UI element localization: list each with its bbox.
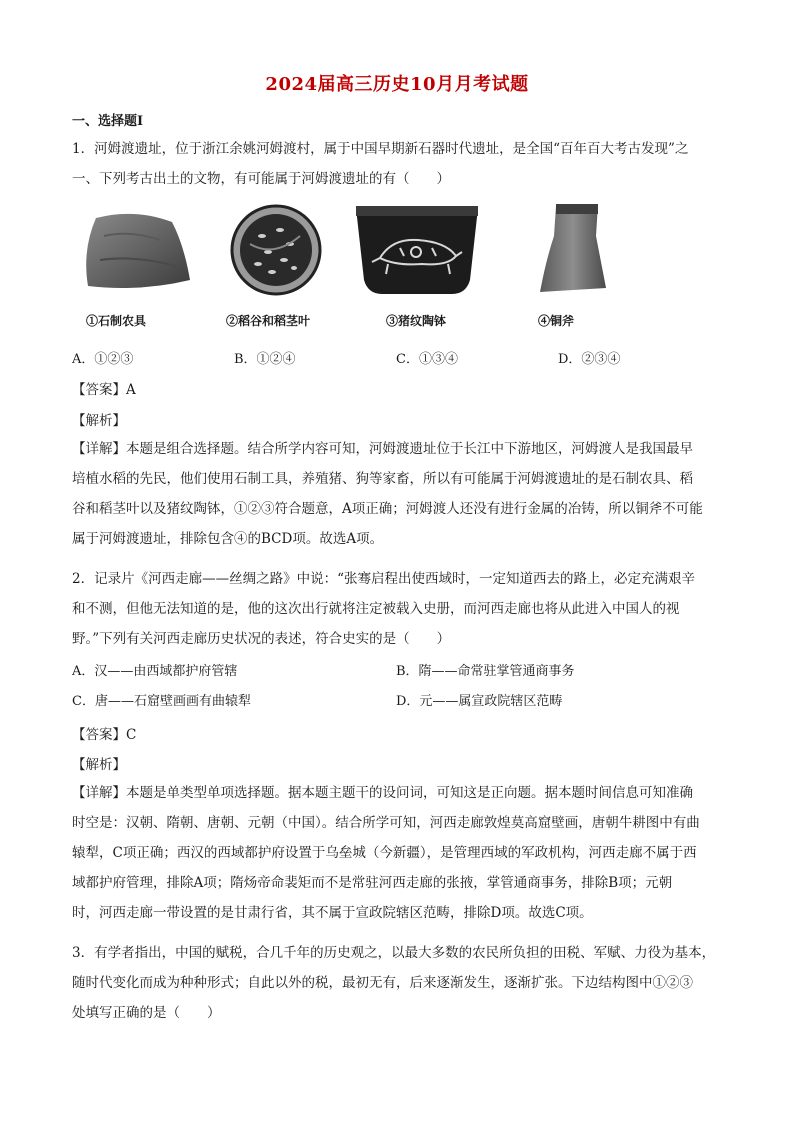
q2-analysis-label: 【解析】 [72,757,126,773]
q1-option-a[interactable]: A．①②③ [72,352,134,367]
caption-pig-pottery: ③猪纹陶钵 [386,314,447,328]
pig-pottery-icon [352,200,482,300]
q3-stem-line: 处填写正确的是（ ） [72,1005,221,1021]
q2-detail-line: 时，河西走廊一带设置的是甘肃行省，其不属于宣政院辖区范畴，排除D项。故选C项。 [72,905,593,921]
q2-detail-line: 【详解】本题是单类型单项选择题。据本题主题干的设问词，可知这是正向题。据本题时间信息可知准确 [72,785,693,801]
q1-detail-line: 【详解】本题是组合选择题。结合所学内容可知，河姆渡遗址位于长江中下游地区，河姆渡人是我国最早 [72,441,693,457]
q2-answer: 【答案】C [72,727,137,743]
q1-detail-line: 培植水稻的先民，他们使用石制工具，养殖猪、狗等家畜，所以有可能属于河姆渡遗址的是石制农具、稻 [72,471,693,487]
q1-analysis-label: 【解析】 [72,413,126,429]
q3-stem-line: 3．有学者指出，中国的赋税，合几千年的历史观之，以最大多数的农民所负担的田税、军赋、力役为基本， [72,945,716,961]
q2-detail-line: 域都护府管理，排除A项；隋炀帝命裴矩而不是常驻河西走廊的张掖，掌管通商事务，排除B项；元朝 [72,875,673,891]
q3-stem-line: 随时代变化而成为种种形式；自此以外的税，最初无有，后来逐渐发生，逐渐扩张。下边结构图中①②③ [72,975,693,991]
q2-option-d[interactable]: D．元——属宣政院辖区范畴 [396,694,563,709]
q2-stem-line: 和不测，但他无法知道的是，他的这次出行就将注定被载入史册，而河西走廊也将从此进入中国人的视 [72,601,680,617]
artifact-pig-pottery [352,200,482,328]
q2-option-b[interactable]: B．隋——命常驻掌管通商事务 [396,664,575,679]
artifact-bronze-axe [532,200,612,328]
q2-option-a[interactable]: A．汉——由西域都护府管辖 [72,664,238,679]
q1-answer: 【答案】A [72,382,136,398]
q2-option-c[interactable]: C．唐——石窟壁画画有曲辕犁 [72,694,251,709]
caption-stone-tool: ①石制农具 [86,314,147,328]
q3-stem [72,938,722,1028]
section-heading: 一、选择题Ⅰ [72,114,144,129]
q1-stem-line: 1．河姆渡遗址，位于浙江余姚河姆渡村，属于中国早期新石器时代遗址，是全国“百年百大考古发现”之 [72,141,689,157]
page-title: 2024届高三历史10月月考试题 [265,74,529,95]
q1-stem [72,134,722,194]
q1-detail [72,434,722,554]
caption-rice: ②稻谷和稻茎叶 [226,314,311,328]
q1-option-b[interactable]: B．①②④ [234,352,296,367]
q1-option-c[interactable]: C．①③④ [396,352,458,367]
q2-stem-line: 野。”下列有关河西走廊历史状况的表述，符合史实的是（ ） [72,631,451,647]
artifact-rice [226,200,328,328]
q1-detail-line: 谷和稻茎叶以及猪纹陶钵，①②③符合题意，A项正确；河姆渡人还没有进行金属的冶铸，所以铜斧不可能 [72,501,703,517]
q1-stem-line: 一、下列考古出土的文物，有可能属于河姆渡遗址的有（ ） [72,171,450,187]
bronze-axe-icon [532,200,612,300]
q2-stem [72,564,722,654]
q1-detail-line: 属于河姆渡遗址，排除包含④的BCD项。故选A项。 [72,531,384,547]
q1-option-d[interactable]: D．②③④ [558,352,621,367]
q2-detail [72,778,722,928]
artifact-stone-tool [80,200,192,328]
rice-grain-icon [228,200,328,300]
q2-detail-line: 辕犁，C项正确；西汉的西域都护府设置于乌垒城（今新疆），是管理西域的军政机构，河西走廊不属于西 [72,845,697,861]
caption-bronze-axe: ④铜斧 [538,314,575,328]
q1-artifact-images [80,200,640,340]
stone-tool-icon [80,200,192,300]
q2-detail-line: 时空是：汉朝、隋朝、唐朝、元朝（中国）。结合所学可知，河西走廊敦煌莫高窟壁画，唐朝牛耕图中有曲 [72,815,700,831]
q2-stem-line: 2．记录片《河西走廊——丝绸之路》中说：“张骞启程出使西域时，一定知道西去的路上，必定充满艰辛 [72,571,695,587]
